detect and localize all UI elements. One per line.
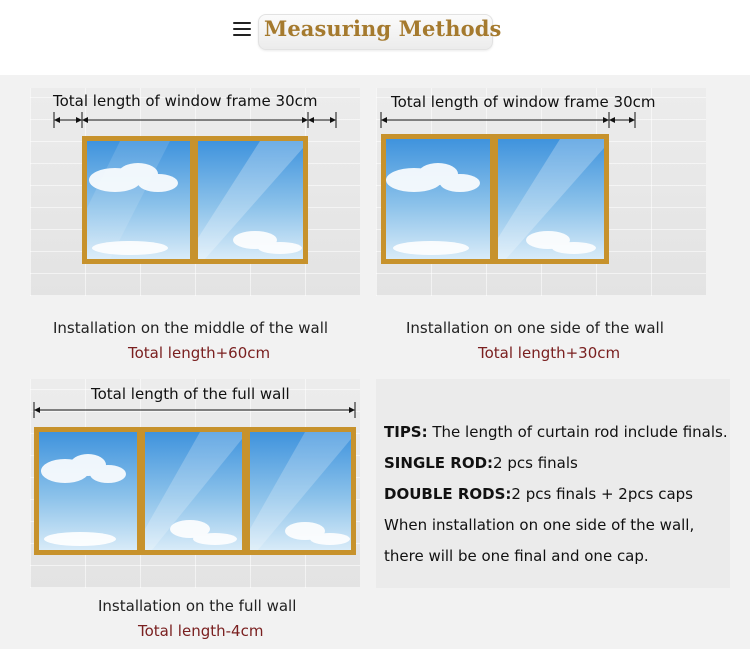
tips-line-2 [384,454,578,472]
measure-label-middle: Total length of window frame 30cm [53,92,318,110]
tips-line-3 [384,485,693,503]
caption-side-wall: Installation on one side of the wall [406,319,664,337]
tips-line-5: there will be one final and one cap. [384,547,649,565]
caption-middle-wall: Installation on the middle of the wall [53,319,329,337]
page-title: Measuring Methods [264,16,502,41]
measure-label-side: Total length of window frame 30cm [391,93,656,111]
single-rod-text: 2 pcs finals [493,454,578,472]
window-pane-left [386,139,490,259]
tips-line-4: When installation on one side of the wall, [384,516,695,534]
side-wall-diagram [376,88,706,296]
tips-label: TIPS: [384,423,428,441]
single-rod-label: SINGLE ROD: [384,454,494,472]
panel-side-wall [376,88,706,296]
middle-wall-diagram [30,88,360,296]
panel-full-wall [30,379,360,588]
full-wall-diagram [30,379,360,588]
length-side-wall: Total length+30cm [478,344,621,362]
panel-middle-wall [30,88,360,296]
hamburger-menu-icon[interactable] [233,22,251,40]
measure-label-full: Total length of the full wall [91,385,290,403]
tips-text: The length of curtain rod include finals. [427,423,728,441]
length-middle-wall: Total length+60cm [128,344,271,362]
length-full-wall: Total length-4cm [138,622,264,640]
caption-full-wall: Installation on the full wall [98,597,297,615]
double-rods-label: DOUBLE RODS: [384,485,512,503]
tips-line-1 [384,423,728,441]
double-rods-text: 2 pcs finals + 2pcs caps [511,485,693,503]
